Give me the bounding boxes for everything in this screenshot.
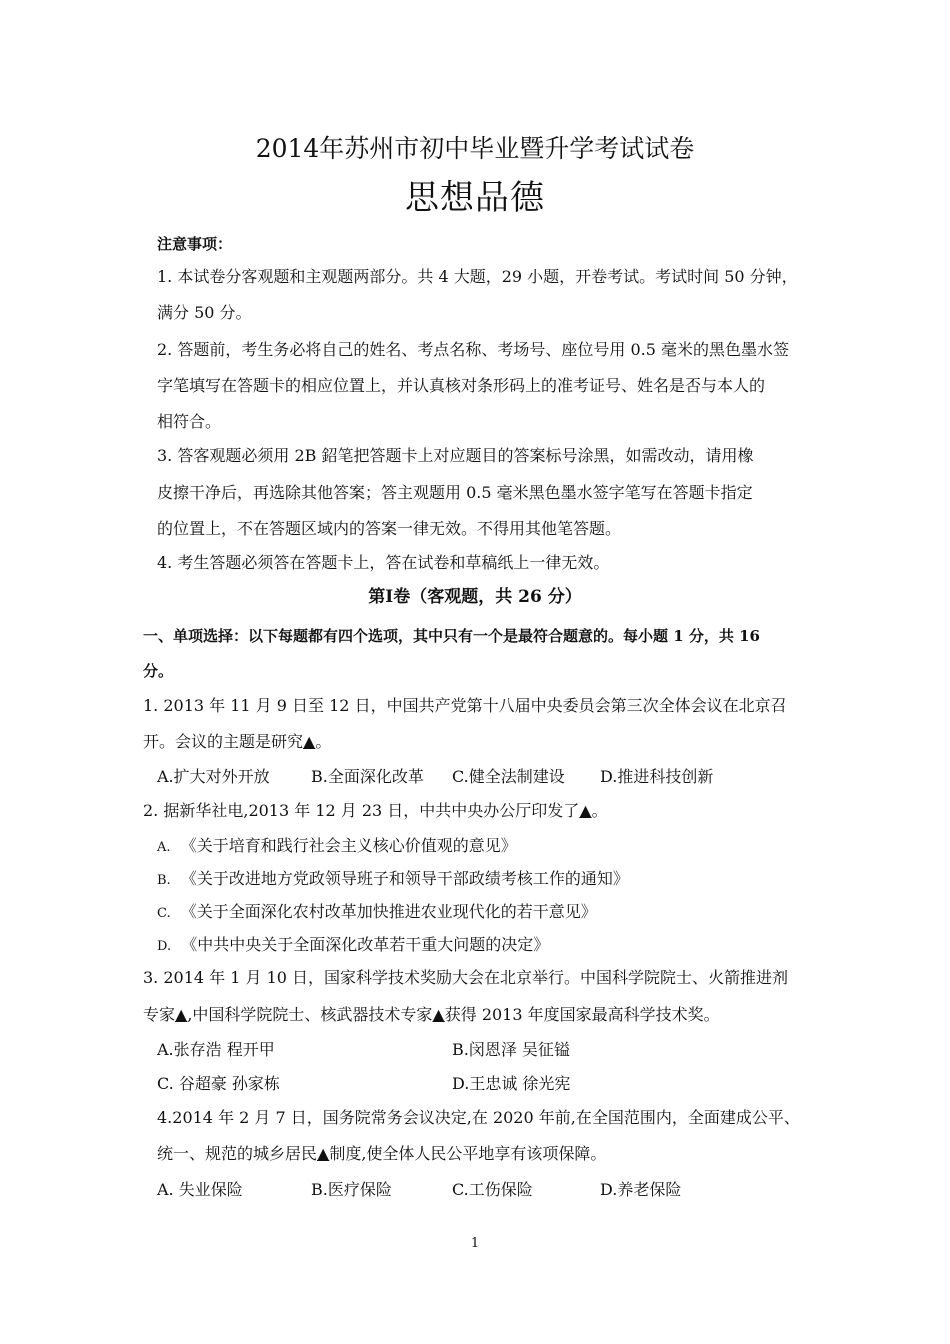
answer-blank-marker: ▲	[175, 1005, 188, 1024]
subject-title: 思想品德	[405, 178, 545, 218]
exam-title: 2014年苏州市初中毕业暨升学考试试卷	[255, 134, 695, 163]
notes-line: 皮擦干净后，再选除其他答案；答主观题用 0.5 毫米黑色墨水签字笔写在答题卡指定	[157, 483, 753, 502]
option-letter: A.	[157, 840, 171, 855]
q4-stem: 统一、规范的城乡居民	[157, 1144, 318, 1163]
notes-line: 的位置上，不在答题区域内的答案一律无效。不得用其他笔答题。	[157, 519, 622, 538]
option-text: 《关于改进地方党政领导班子和领导干部政绩考核工作的通知》	[180, 869, 629, 888]
answer-blank-marker: ▲	[432, 1005, 445, 1024]
notes-line: 2. 答题前，考生务必将自己的姓名、考点名称、考场号、座位号用 0.5 毫米的黑色墨水签	[157, 340, 789, 359]
question-2-text	[143, 800, 608, 822]
q2-option-c	[157, 901, 597, 925]
q2-option-a	[157, 835, 517, 859]
q1-stem-end: 。	[315, 732, 332, 751]
q1-option-a: A.扩大对外开放	[157, 767, 270, 786]
notes-line: 相符合。	[157, 412, 222, 431]
q3-stem-c: 获得 2013 年度国家最高科学技术奖。	[444, 1005, 720, 1024]
q3-option-d: D.王忠诚 徐光宪	[452, 1074, 571, 1093]
question-1-text-cont	[143, 731, 331, 753]
option-text: 《关于全面深化农村改革加快推进农业现代化的若干意见》	[180, 902, 597, 921]
q1-option-b: B.全面深化改革	[311, 767, 424, 786]
q3-stem-b: ,中国科学院院士、核武器技术专家	[187, 1005, 433, 1024]
notes-line: 4. 考生答题必须答在答题卡上，答在试卷和草稿纸上一律无效。	[157, 553, 610, 572]
question-1-text: 1. 2013 年 11 月 9 日至 12 日，中国共产党第十八届中央委员会第三次全体会议在北京召	[143, 696, 787, 715]
question-4-text: 4.2014 年 2 月 7 日，国务院常务会议决定,在 2020 年前,在全国范围内，全面建成公平、	[157, 1108, 800, 1127]
answer-blank-marker: ▲	[317, 1144, 330, 1163]
q3-option-c: C. 谷超豪 孙家栋	[157, 1074, 280, 1093]
q3-option-a: A.张存浩 程开甲	[157, 1040, 275, 1059]
notes-line: 3. 答客观题必须用 2B 鉊笔把答题卡上对应题目的答案标号涂黑，如需改动，请用橡	[157, 446, 754, 465]
section-title: 第Ⅰ卷（客观题，共 26 分）	[368, 587, 582, 607]
notes-line: 1. 本试卷分客观题和主观题两部分。共 4 大题，29 小题，开卷考试。考试时间 50 分钟，	[157, 267, 798, 286]
question-3-text-cont	[143, 1004, 720, 1026]
q4-option-d: D.养老保险	[600, 1180, 682, 1199]
q1-option-c: C.健全法制建设	[452, 767, 565, 786]
option-letter: D.	[157, 939, 172, 954]
question-4-text-cont	[157, 1143, 606, 1165]
q2-option-b	[157, 868, 629, 892]
notes-heading: 注意事项：	[157, 235, 233, 253]
section-instruction: 一、单项选择：以下每题都有四个选项，其中只有一个是最符合题意的。每小题 1 分，共 16	[143, 627, 760, 645]
q2-option-d	[157, 934, 549, 958]
q3-stem-a: 专家	[143, 1005, 176, 1024]
q2-stem: 2. 据新华社电,2013 年 12 月 23 日，中共中央办公厅印发了	[143, 801, 580, 820]
notes-line: 字笔填写在答题卡的相应位置上，并认真核对条形码上的准考证号、姓名是否与本人的	[157, 376, 766, 395]
option-letter: C.	[157, 906, 171, 921]
section-instruction-cont: 分。	[143, 662, 174, 680]
q3-option-b: B.闵恩泽 吴征镒	[452, 1040, 570, 1059]
option-letter: B.	[157, 873, 171, 888]
q1-option-d: D.推进科技创新	[600, 767, 714, 786]
option-text: 《关于培育和践行社会主义核心价值观的意见》	[180, 836, 517, 855]
answer-blank-marker: ▲	[303, 732, 316, 751]
option-text: 《中共中央关于全面深化改革若干重大问题的决定》	[181, 935, 550, 954]
q4-option-b: B.医疗保险	[311, 1180, 392, 1199]
q1-stem: 开。会议的主题是研究	[143, 732, 304, 751]
page-number: 1	[470, 1236, 480, 1251]
q2-stem-end: 。	[591, 801, 608, 820]
notes-line: 满分 50 分。	[157, 303, 252, 322]
q4-stem-end: 制度,使全体人民公平地享有该项保障。	[329, 1144, 607, 1163]
question-3-text: 3. 2014 年 1 月 10 日，国家科学技术奖励大会在北京举行。中国科学院院士、火箭推进剂	[143, 968, 789, 987]
q4-option-a: A. 失业保险	[157, 1180, 243, 1199]
answer-blank-marker: ▲	[579, 801, 592, 820]
q4-option-c: C.工伤保险	[452, 1180, 533, 1199]
